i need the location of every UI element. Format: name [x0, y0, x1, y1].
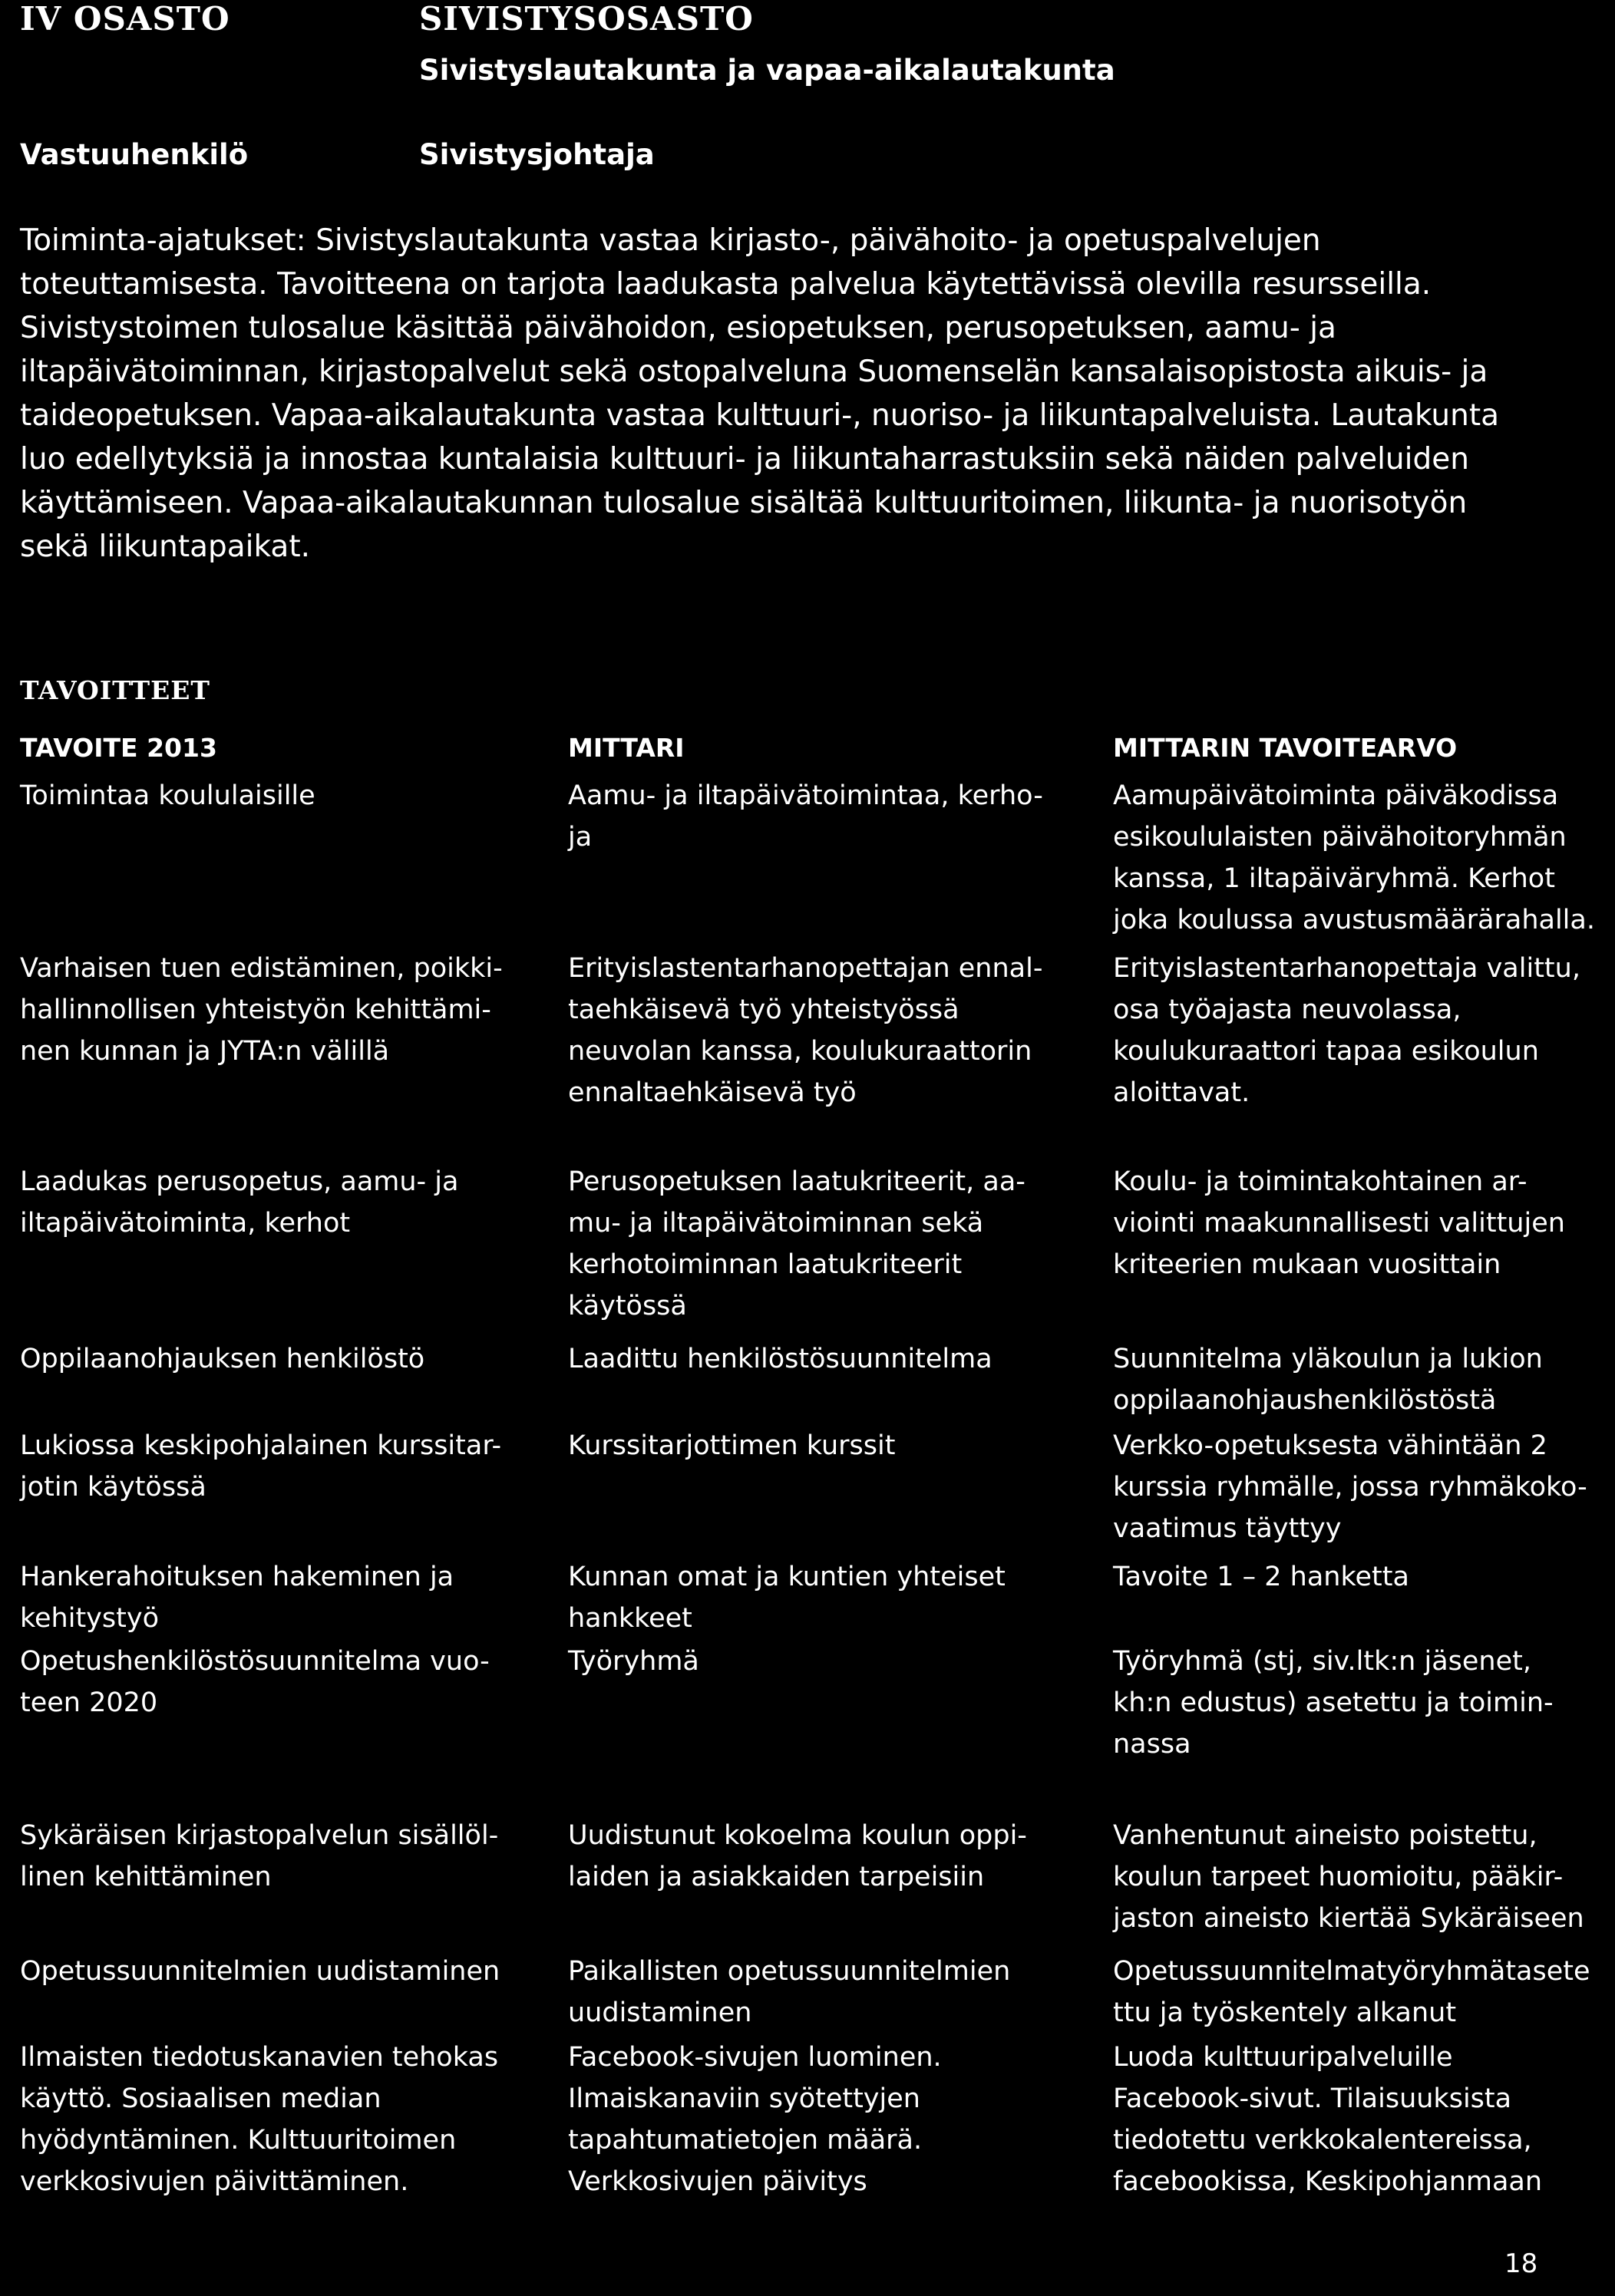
target-line: koulun tarpeet huomioitu, pääkir- [1113, 1862, 1564, 1892]
goal-cell [20, 1161, 458, 1244]
meter-line: ja [568, 822, 593, 853]
target-cell [1113, 1951, 1590, 2034]
meter-line: Työryhmä [568, 1646, 699, 1677]
target-cell [1113, 1815, 1584, 1939]
goal-line: verkkosivujen päivittäminen. [20, 2166, 409, 2197]
meter-cell [568, 775, 1043, 858]
goal-line: hyödyntäminen. Kulttuuritoimen [20, 2125, 457, 2156]
goal-line: Opetushenkilöstösuunnitelma vuo- [20, 1646, 490, 1677]
goal-cell [20, 2037, 498, 2202]
target-line: Vanhentunut aineisto poistettu, [1113, 1820, 1537, 1851]
column-header-target: MITTARIN TAVOITEARVO [1113, 733, 1458, 763]
page-number: 18 [1504, 2248, 1538, 2279]
goal-cell [20, 1951, 500, 1992]
target-cell [1113, 1425, 1587, 1549]
meter-line: Kurssitarjottimen kurssit [568, 1430, 896, 1461]
meter-line: taehkäisevä työ yhteistyössä [568, 995, 959, 1025]
mission-line: toteuttamisesta. Tavoitteena on tarjota laadukasta palvelua käytettävissä olevilla resursseilla. [20, 267, 1432, 302]
goal-cell [20, 775, 315, 816]
meter-line: mu- ja iltapäivätoiminnan sekä [568, 1208, 984, 1239]
target-cell [1113, 775, 1595, 941]
goal-line: Opetussuunnitelmien uudistaminen [20, 1956, 500, 1987]
mission-line: käyttämiseen. Vapaa-aikalautakunnan tulosalue sisältää kulttuuritoimen, liikunta- ja nuorisotyön [20, 486, 1468, 520]
meter-line: Kunnan omat ja kuntien yhteiset [568, 1562, 1006, 1592]
goal-cell [20, 1641, 490, 1724]
target-cell [1113, 948, 1580, 1113]
target-line: nassa [1113, 1729, 1191, 1760]
responsible-person-label: Vastuuhenkilö [20, 138, 249, 171]
target-line: vaatimus täyttyy [1113, 1513, 1342, 1544]
target-line: viointi maakunnallisesti valittujen [1113, 1208, 1565, 1239]
meter-line: Laadittu henkilöstösuunnitelma [568, 1344, 992, 1374]
meter-cell [568, 1815, 1027, 1898]
goal-line: teen 2020 [20, 1687, 158, 1718]
target-line: joka koulussa avustusmäärärahalla. [1113, 905, 1595, 935]
meter-line: uudistaminen [568, 1997, 752, 2028]
target-line: Aamupäivätoiminta päiväkodissa [1113, 780, 1559, 811]
department-label: IV OSASTO [20, 0, 230, 38]
meter-cell [568, 1338, 992, 1380]
goal-line: Ilmaisten tiedotuskanavien tehokas [20, 2042, 499, 2073]
target-line: aloittavat. [1113, 1077, 1250, 1108]
goal-line: hallinnollisen yhteistyön kehittämi- [20, 995, 491, 1025]
target-line: Facebook-sivut. Tilaisuuksista [1113, 2083, 1512, 2114]
meter-line: tapahtumatietojen määrä. [568, 2125, 923, 2156]
target-line: esikoululaisten päivähoitoryhmän [1113, 822, 1567, 853]
goal-cell [20, 1815, 498, 1898]
meter-line: käytössä [568, 1291, 687, 1321]
target-line: kh:n edustus) asetettu ja toimin- [1113, 1687, 1554, 1718]
target-line: kanssa, 1 iltapäiväryhmä. Kerhot [1113, 863, 1555, 894]
goal-line: Laadukas perusopetus, aamu- ja [20, 1166, 459, 1197]
goal-line: Hankerahoituksen hakeminen ja [20, 1562, 454, 1592]
target-line: Tavoite 1 – 2 hanketta [1113, 1562, 1409, 1592]
goal-line: linen kehittäminen [20, 1862, 272, 1892]
target-cell [1113, 1338, 1543, 1421]
goal-cell [20, 948, 503, 1072]
mission-line: Toiminta-ajatukset: Sivistyslautakunta vastaa kirjasto-, päivähoito- ja opetuspalvelujen [20, 223, 1321, 258]
target-line: Erityislastentarhanopettaja valittu, [1113, 953, 1580, 984]
target-line: ttu ja työskentely alkanut [1113, 1997, 1457, 2028]
meter-line: Paikallisten opetussuunnitelmien [568, 1956, 1011, 1987]
target-line: koulukuraattori tapaa esikoulun [1113, 1036, 1539, 1067]
meter-cell [568, 1641, 699, 1682]
meter-line: neuvolan kanssa, koulukuraattorin [568, 1036, 1032, 1067]
mission-line: luo edellytyksiä ja innostaa kuntalaisia kulttuuri- ja liikuntaharrastuksiin sekä näiden palveluiden [20, 442, 1469, 477]
target-line: facebookissa, Keskipohjanmaan [1113, 2166, 1543, 2197]
target-cell [1113, 1641, 1554, 1765]
target-line: oppilaanohjaushenkilöstöstä [1113, 1385, 1497, 1416]
meter-line: Perusopetuksen laatukriteerit, aa- [568, 1166, 1025, 1197]
meter-line: kerhotoiminnan laatukriteerit [568, 1249, 963, 1280]
meter-line: hankkeet [568, 1603, 692, 1634]
target-line: Suunnitelma yläkoulun ja lukion [1113, 1344, 1543, 1374]
goal-cell [20, 1556, 454, 1639]
mission-line: iltapäivätoiminnan, kirjastopalvelut sekä ostopalveluna Suomenselän kansalaisopistosta aikuis- ja [20, 355, 1488, 389]
meter-cell [568, 2037, 942, 2202]
boards-title: Sivistyslautakunta ja vapaa-aikalautakunta [419, 54, 1115, 87]
goal-cell [20, 1338, 424, 1380]
target-line: Opetussuunnitelmatyöryhmätasete [1113, 1956, 1590, 1987]
goal-line: iltapäivätoiminta, kerhot [20, 1208, 351, 1239]
mission-line: sekä liikuntapaikat. [20, 529, 311, 564]
goal-line: kehitystyö [20, 1603, 159, 1634]
meter-cell [568, 1556, 1006, 1639]
target-cell [1113, 2037, 1542, 2202]
goal-cell [20, 1425, 501, 1508]
goal-line: Oppilaanohjauksen henkilöstö [20, 1344, 425, 1374]
meter-line: Ilmaiskanaviin syötettyjen [568, 2083, 920, 2114]
column-header-goal: TAVOITE 2013 [20, 733, 217, 763]
target-line: Luoda kulttuuripalveluille [1113, 2042, 1453, 2073]
meter-cell [568, 1951, 1010, 2034]
meter-cell [568, 1161, 1025, 1327]
responsible-person-value: Sivistysjohtaja [419, 138, 655, 171]
meter-line: Verkkosivujen päivitys [568, 2166, 867, 2197]
meter-line: Uudistunut kokoelma koulun oppi- [568, 1820, 1027, 1851]
goal-line: Varhaisen tuen edistäminen, poikki- [20, 953, 503, 984]
target-line: jaston aineisto kiertää Sykäräiseen [1113, 1903, 1584, 1934]
target-line: tiedotettu verkkokalentereissa, [1113, 2125, 1532, 2156]
goal-line: Sykäräisen kirjastopalvelun sisällöl- [20, 1820, 499, 1851]
meter-line: Erityislastentarhanopettajan ennal- [568, 953, 1043, 984]
mission-paragraph [20, 219, 1594, 569]
meter-cell [568, 1425, 895, 1466]
mission-line: Sivistystoimen tulosalue käsittää päivähoidon, esiopetuksen, perusopetuksen, aamu- ja [20, 311, 1336, 345]
goal-line: Lukiossa keskipohjalainen kurssitar- [20, 1430, 502, 1461]
goal-line: käyttö. Sosiaalisen median [20, 2083, 381, 2114]
meter-cell [568, 948, 1042, 1113]
goal-line: Toimintaa koululaisille [20, 780, 315, 811]
target-line: Verkko-opetuksesta vähintään 2 [1113, 1430, 1547, 1461]
target-line: kurssia ryhmälle, jossa ryhmäkoko- [1113, 1472, 1587, 1503]
column-header-meter: MITTARI [568, 733, 685, 763]
target-cell [1113, 1161, 1565, 1285]
mission-line: taideopetuksen. Vapaa-aikalautakunta vastaa kulttuuri-, nuoriso- ja liikuntapalveluista. Lautakunta [20, 398, 1500, 433]
meter-line: Aamu- ja iltapäivätoimintaa, kerho- [568, 780, 1043, 811]
meter-line: laiden ja asiakkaiden tarpeisiin [568, 1862, 985, 1892]
department-name: SIVISTYSOSASTO [419, 0, 754, 38]
target-line: kriteerien mukaan vuosittain [1113, 1249, 1501, 1280]
goals-section-title: TAVOITTEET [20, 675, 210, 705]
meter-line: ennaltaehkäisevä työ [568, 1077, 857, 1108]
target-line: Koulu- ja toimintakohtainen ar- [1113, 1166, 1527, 1197]
target-cell [1113, 1556, 1409, 1598]
goal-line: nen kunnan ja JYTA:n välillä [20, 1036, 390, 1067]
target-line: osa työajasta neuvolassa, [1113, 995, 1461, 1025]
target-line: Työryhmä (stj, siv.ltk:n jäsenet, [1113, 1646, 1531, 1677]
meter-line: Facebook-sivujen luominen. [568, 2042, 942, 2073]
goal-line: jotin käytössä [20, 1472, 206, 1503]
